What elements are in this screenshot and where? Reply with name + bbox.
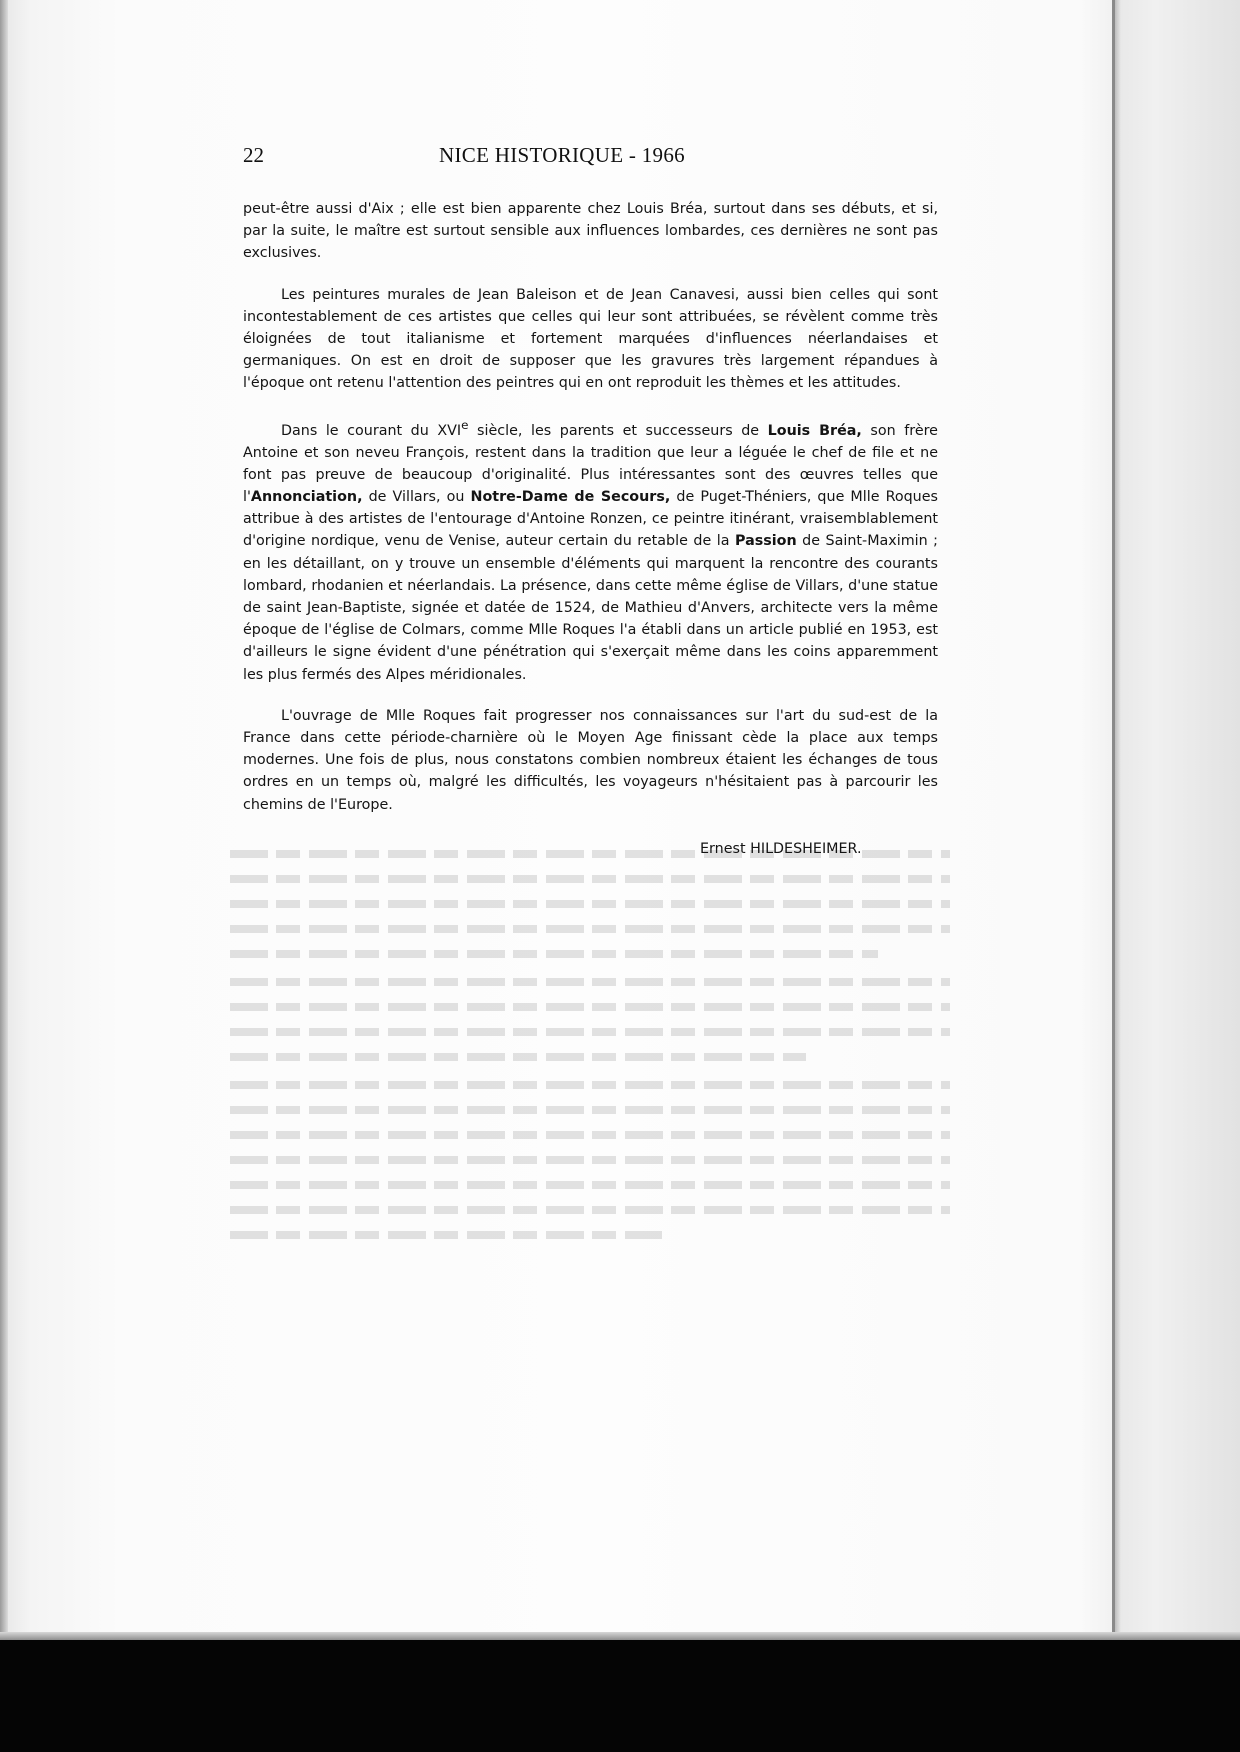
page-bottom-edge-shadow bbox=[0, 1632, 1240, 1640]
paragraph bbox=[243, 705, 938, 816]
paragraph bbox=[243, 414, 938, 686]
paragraph-text: peut-être aussi d'Aix ; elle est bien apparente chez Louis Bréa, surtout dans ses débuts, et si, par la suite, le maître est surtout sensible aux influences lombardes, ces dernières ne sont pas exclusives. bbox=[243, 201, 938, 262]
adjacent-page-strip bbox=[1115, 0, 1240, 1752]
paragraph-text: son frère Antoine et son neveu François, restent dans la tradition que leur a léguée le chef de file et ne font pas preuve de beaucoup d'originalité. Plus intéressantes sont des œuvres telles que l' bbox=[243, 422, 938, 505]
bleed-through-text bbox=[230, 850, 950, 1410]
paragraph-text: Dans le courant du XVI bbox=[281, 422, 462, 439]
paragraph-text: de Puget-Théniers, que Mlle Roques attribue à des artistes de l'entourage d'Antoine Ronzen, ce peintre itinérant, vraisemblablement d'origine nordique, venu de Venise, auteur certain du retable de la bbox=[243, 489, 938, 550]
paragraph bbox=[243, 198, 938, 265]
page-left-edge-shadow bbox=[0, 0, 8, 1640]
scanner-background-bar bbox=[0, 1640, 1240, 1752]
running-header bbox=[243, 143, 1033, 173]
paragraph-text: de Villars, ou bbox=[362, 489, 471, 505]
running-title: NICE HISTORIQUE - 1966 bbox=[439, 143, 685, 167]
article-body bbox=[243, 198, 938, 835]
bold-title-text: Notre-Dame de Secours, bbox=[470, 489, 671, 505]
bold-title-text: Louis Bréa, bbox=[767, 422, 862, 439]
paragraph-text: siècle, les parents et successeurs de bbox=[468, 422, 768, 439]
paragraph-text: Les peintures murales de Jean Baleison et de Jean Canavesi, aussi bien celles qui sont incontestablement de ces artistes que celles qui leur sont attribuées, se révèlent comme très éloignées de tout italianisme et fortement marquées d'influences néerlandaises et germaniques. On est en droit de supposer que les gravures très largement répandues à l'époque ont retenu l'attention des peintres qui en ont reproduit les thèmes et les attitudes. bbox=[243, 286, 938, 392]
paragraph bbox=[243, 284, 938, 395]
paragraph-text: L'ouvrage de Mlle Roques fait progresser nos connaissances sur l'art du sud-est de la France dans cette période-charnière où le Moyen Age finissant cède la place aux temps modernes. Une fois de plus, nous constatons combien nombreux étaient les échanges de tous ordres en un temps où, malgré les difficultés, les voyageurs n'hésitaient pas à parcourir les chemins de l'Europe. bbox=[243, 707, 938, 813]
bold-title-text: Passion bbox=[735, 533, 797, 550]
author-signature: Ernest HILDESHEIMER. bbox=[700, 841, 862, 857]
superscript: e bbox=[461, 417, 469, 432]
bold-title-text: Annonciation, bbox=[250, 489, 363, 505]
page-number: 22 bbox=[243, 143, 264, 167]
paragraph-text: de Saint-Maximin ; en les détaillant, on y trouve un ensemble d'éléments qui marquent la rencontre des courants lombard, rhodanien et néerlandais. La présence, dans cette même église de Villars, d'une statue de saint Jean-Baptiste, signée et datée de 1524, de Mathieu d'Anvers, architecte vers la même époque de l'église de Colmars, comme Mlle Roques l'a établi dans un article publié en 1953, est d'ailleurs le signe évident d'une pénétration qui s'exerçait même dans les coins apparemment les plus fermés des Alpes méridionales. bbox=[243, 533, 939, 683]
